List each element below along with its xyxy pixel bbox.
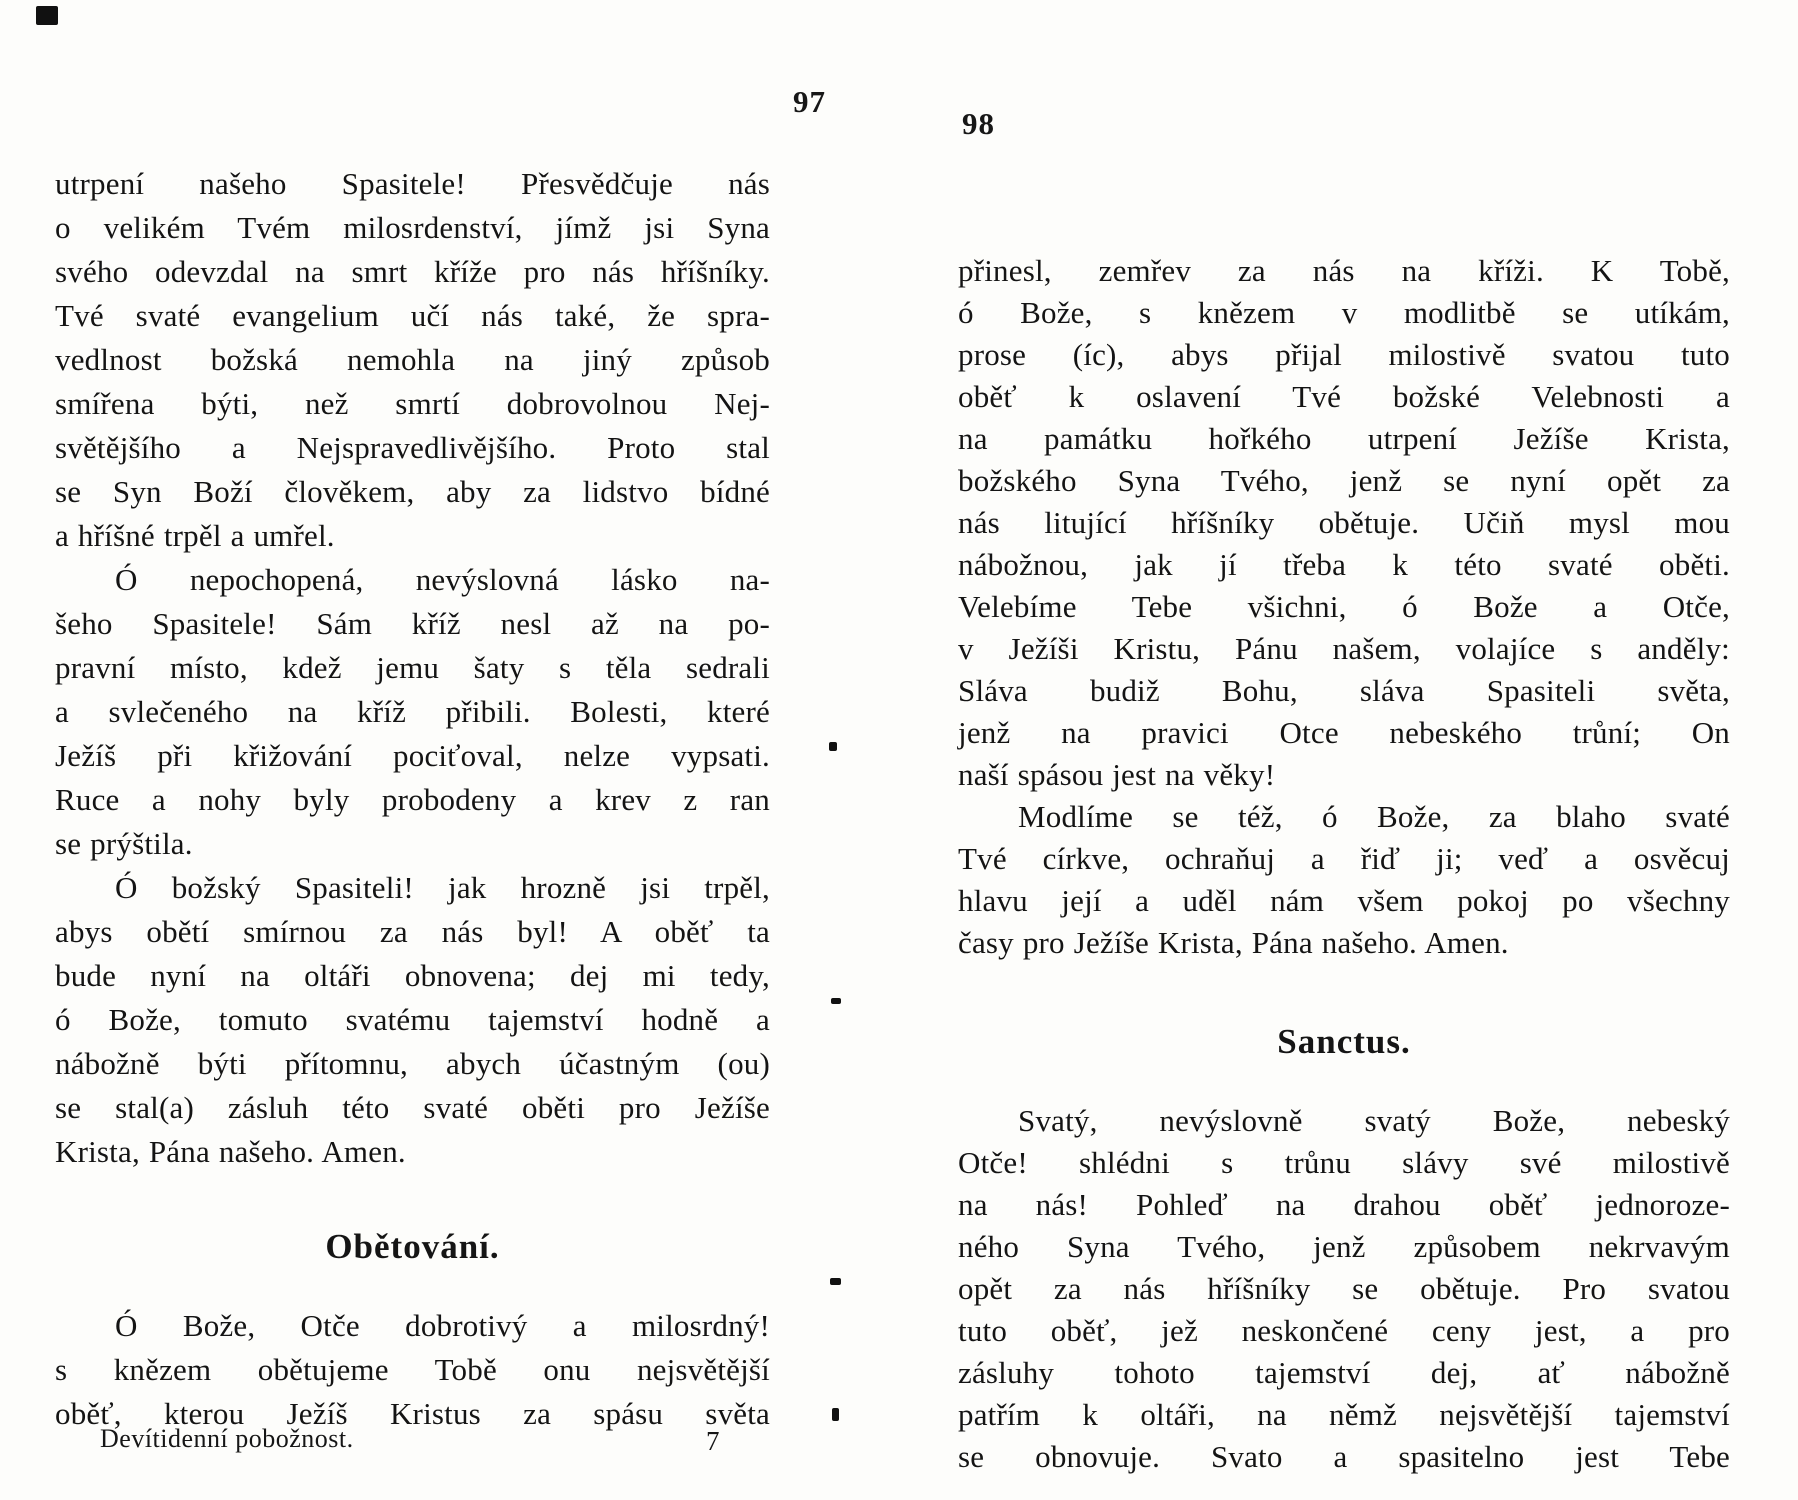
scan-artifact (36, 6, 58, 25)
running-title: Devítidenní pobožnost. (100, 1424, 354, 1453)
page-98 (958, 250, 1730, 1478)
text-line: oběť, kterou Ježíš Kristus za spásu světa (55, 1396, 770, 1431)
text-line: a hříšné trpěl a umřel. (55, 518, 335, 553)
text-line: ného Syna Tvého, jenž způsobem nekrvavým (958, 1229, 1730, 1264)
scan-artifact (829, 742, 837, 751)
text-line: s knězem obětujeme Tobě onu nejsvětější (55, 1352, 770, 1387)
page-97-body (55, 162, 770, 1436)
paragraph (55, 558, 770, 866)
paragraph (55, 162, 770, 558)
paragraph (55, 1304, 770, 1436)
text-line: se stal(a) zásluh této svaté oběti pro Ježíše (55, 1090, 770, 1125)
text-line: Svatý, nevýslovně svatý Bože, nebeský (1018, 1103, 1730, 1138)
paragraph (55, 866, 770, 1174)
paragraph (958, 250, 1730, 796)
text-line: Ó nepochopená, nevýslovná lásko na- (115, 562, 770, 597)
text-line: Ó božský Spasiteli! jak hrozně jsi trpěl, (115, 870, 770, 905)
text-line: jenž na pravici Otce nebeského trůní; On (958, 715, 1730, 750)
text-line: božského Syna Tvého, jenž se nyní opět za (958, 463, 1730, 498)
text-line: utrpení našeho Spasitele! Přesvědčuje nás (55, 166, 770, 201)
text-line: Velebíme Tebe všichni, ó Bože a Otče, (958, 589, 1730, 624)
page-97 (55, 162, 770, 1436)
section-heading: Obětování. (325, 1227, 500, 1266)
text-line: opět za nás hříšníky se obětuje. Pro svatou (958, 1271, 1730, 1306)
text-line: Ježíš při křižování pociťoval, nelze vypsati. (55, 738, 770, 773)
text-line: ó Bože, tomuto svatému tajemství hodně a (55, 1002, 770, 1037)
text-line: abys obětí smírnou za nás byl! A oběť ta (55, 914, 770, 949)
text-line: naší spásou jest na věky! (958, 757, 1276, 792)
text-line: prose (íc), abys přijal milostivě svatou tuto (958, 337, 1730, 372)
text-line: svého odevzdal na smrt kříže pro nás hříšníky. (55, 254, 770, 289)
text-line: hlavu její a uděl nám všem pokoj po všechny (958, 883, 1730, 918)
signature-number: 7 (706, 1426, 720, 1456)
text-line: časy pro Ježíše Krista, Pána našeho. Amen. (958, 925, 1509, 960)
text-line: se Syn Boží člověkem, aby za lidstvo bídné (55, 474, 770, 509)
text-line: Sláva budiž Bohu, sláva Spasiteli světa, (958, 673, 1730, 708)
text-line: pravní místo, kdež jemu šaty s těla sedrali (55, 650, 770, 685)
page-number-98: 98 (962, 106, 995, 141)
text-line: zásluhy tohoto tajemství dej, ať nábožně (958, 1355, 1730, 1390)
text-line: smířena býti, než smrtí dobrovolnou Nej- (55, 386, 770, 421)
text-line: šeho Spasitele! Sám kříž nesl až na po- (55, 606, 770, 641)
text-line: o velikém Tvém milosrdenství, jímž jsi Syna (55, 210, 770, 245)
text-line: nás litující hříšníky obětuje. Učiň mysl mou (958, 505, 1730, 540)
text-line: bude nyní na oltáři obnovena; dej mi tedy, (55, 958, 770, 993)
text-line: tuto oběť, jež neskončené ceny jest, a pro (958, 1313, 1730, 1348)
text-line: na památku hořkého utrpení Ježíše Krista, (958, 421, 1730, 456)
text-line: patřím k oltáři, na němž nejsvětější tajemství (958, 1397, 1730, 1432)
text-line: nábožnou, jak jí třeba k této svaté oběti. (958, 547, 1730, 582)
text-line: světějšího a Nejspravedlivějšího. Proto stal (55, 430, 770, 465)
text-line: Tvé svaté evangelium učí nás také, že spra- (55, 298, 770, 333)
section-heading: Sanctus. (1277, 1022, 1411, 1061)
text-line: se prýštila. (55, 826, 193, 861)
text-line: vedlnost božská nemohla na jiný způsob (55, 342, 770, 377)
page-number-97: 97 (793, 84, 826, 119)
text-line: Krista, Pána našeho. Amen. (55, 1134, 406, 1169)
scan-artifact (830, 1278, 841, 1285)
scan-artifact (831, 998, 841, 1004)
text-line: Tvé církve, ochraňuj a řiď ji; veď a osvěcuj (958, 841, 1730, 876)
text-line: na nás! Pohleď na drahou oběť jednoroze- (958, 1187, 1730, 1222)
paragraph (958, 796, 1730, 964)
paragraph (958, 1100, 1730, 1478)
text-line: a svlečeného na kříž přibili. Bolesti, které (55, 694, 770, 729)
text-line: se obnovuje. Svato a spasitelno jest Tebe (958, 1439, 1730, 1474)
text-line: Ruce a nohy byly probodeny a krev z ran (55, 782, 770, 817)
text-line: přinesl, zemřev za nás na kříži. K Tobě, (958, 253, 1730, 288)
text-line: Ó Bože, Otče dobrotivý a milosrdný! (115, 1308, 770, 1343)
page-98-body (958, 250, 1730, 1478)
text-line: Otče! shlédni s trůnu slávy své milostivě (958, 1145, 1730, 1180)
text-line: oběť k oslavení Tvé božské Velebnosti a (958, 379, 1730, 414)
text-line: v Ježíši Kristu, Pánu našem, volajíce s anděly: (958, 631, 1730, 666)
text-line: nábožně býti přítomnu, abych účastným (ou) (55, 1046, 770, 1081)
text-line: ó Bože, s knězem v modlitbě se utíkám, (958, 295, 1730, 330)
scan-artifact (832, 1408, 839, 1421)
text-line: Modlíme se též, ó Bože, za blaho svaté (1018, 799, 1730, 834)
